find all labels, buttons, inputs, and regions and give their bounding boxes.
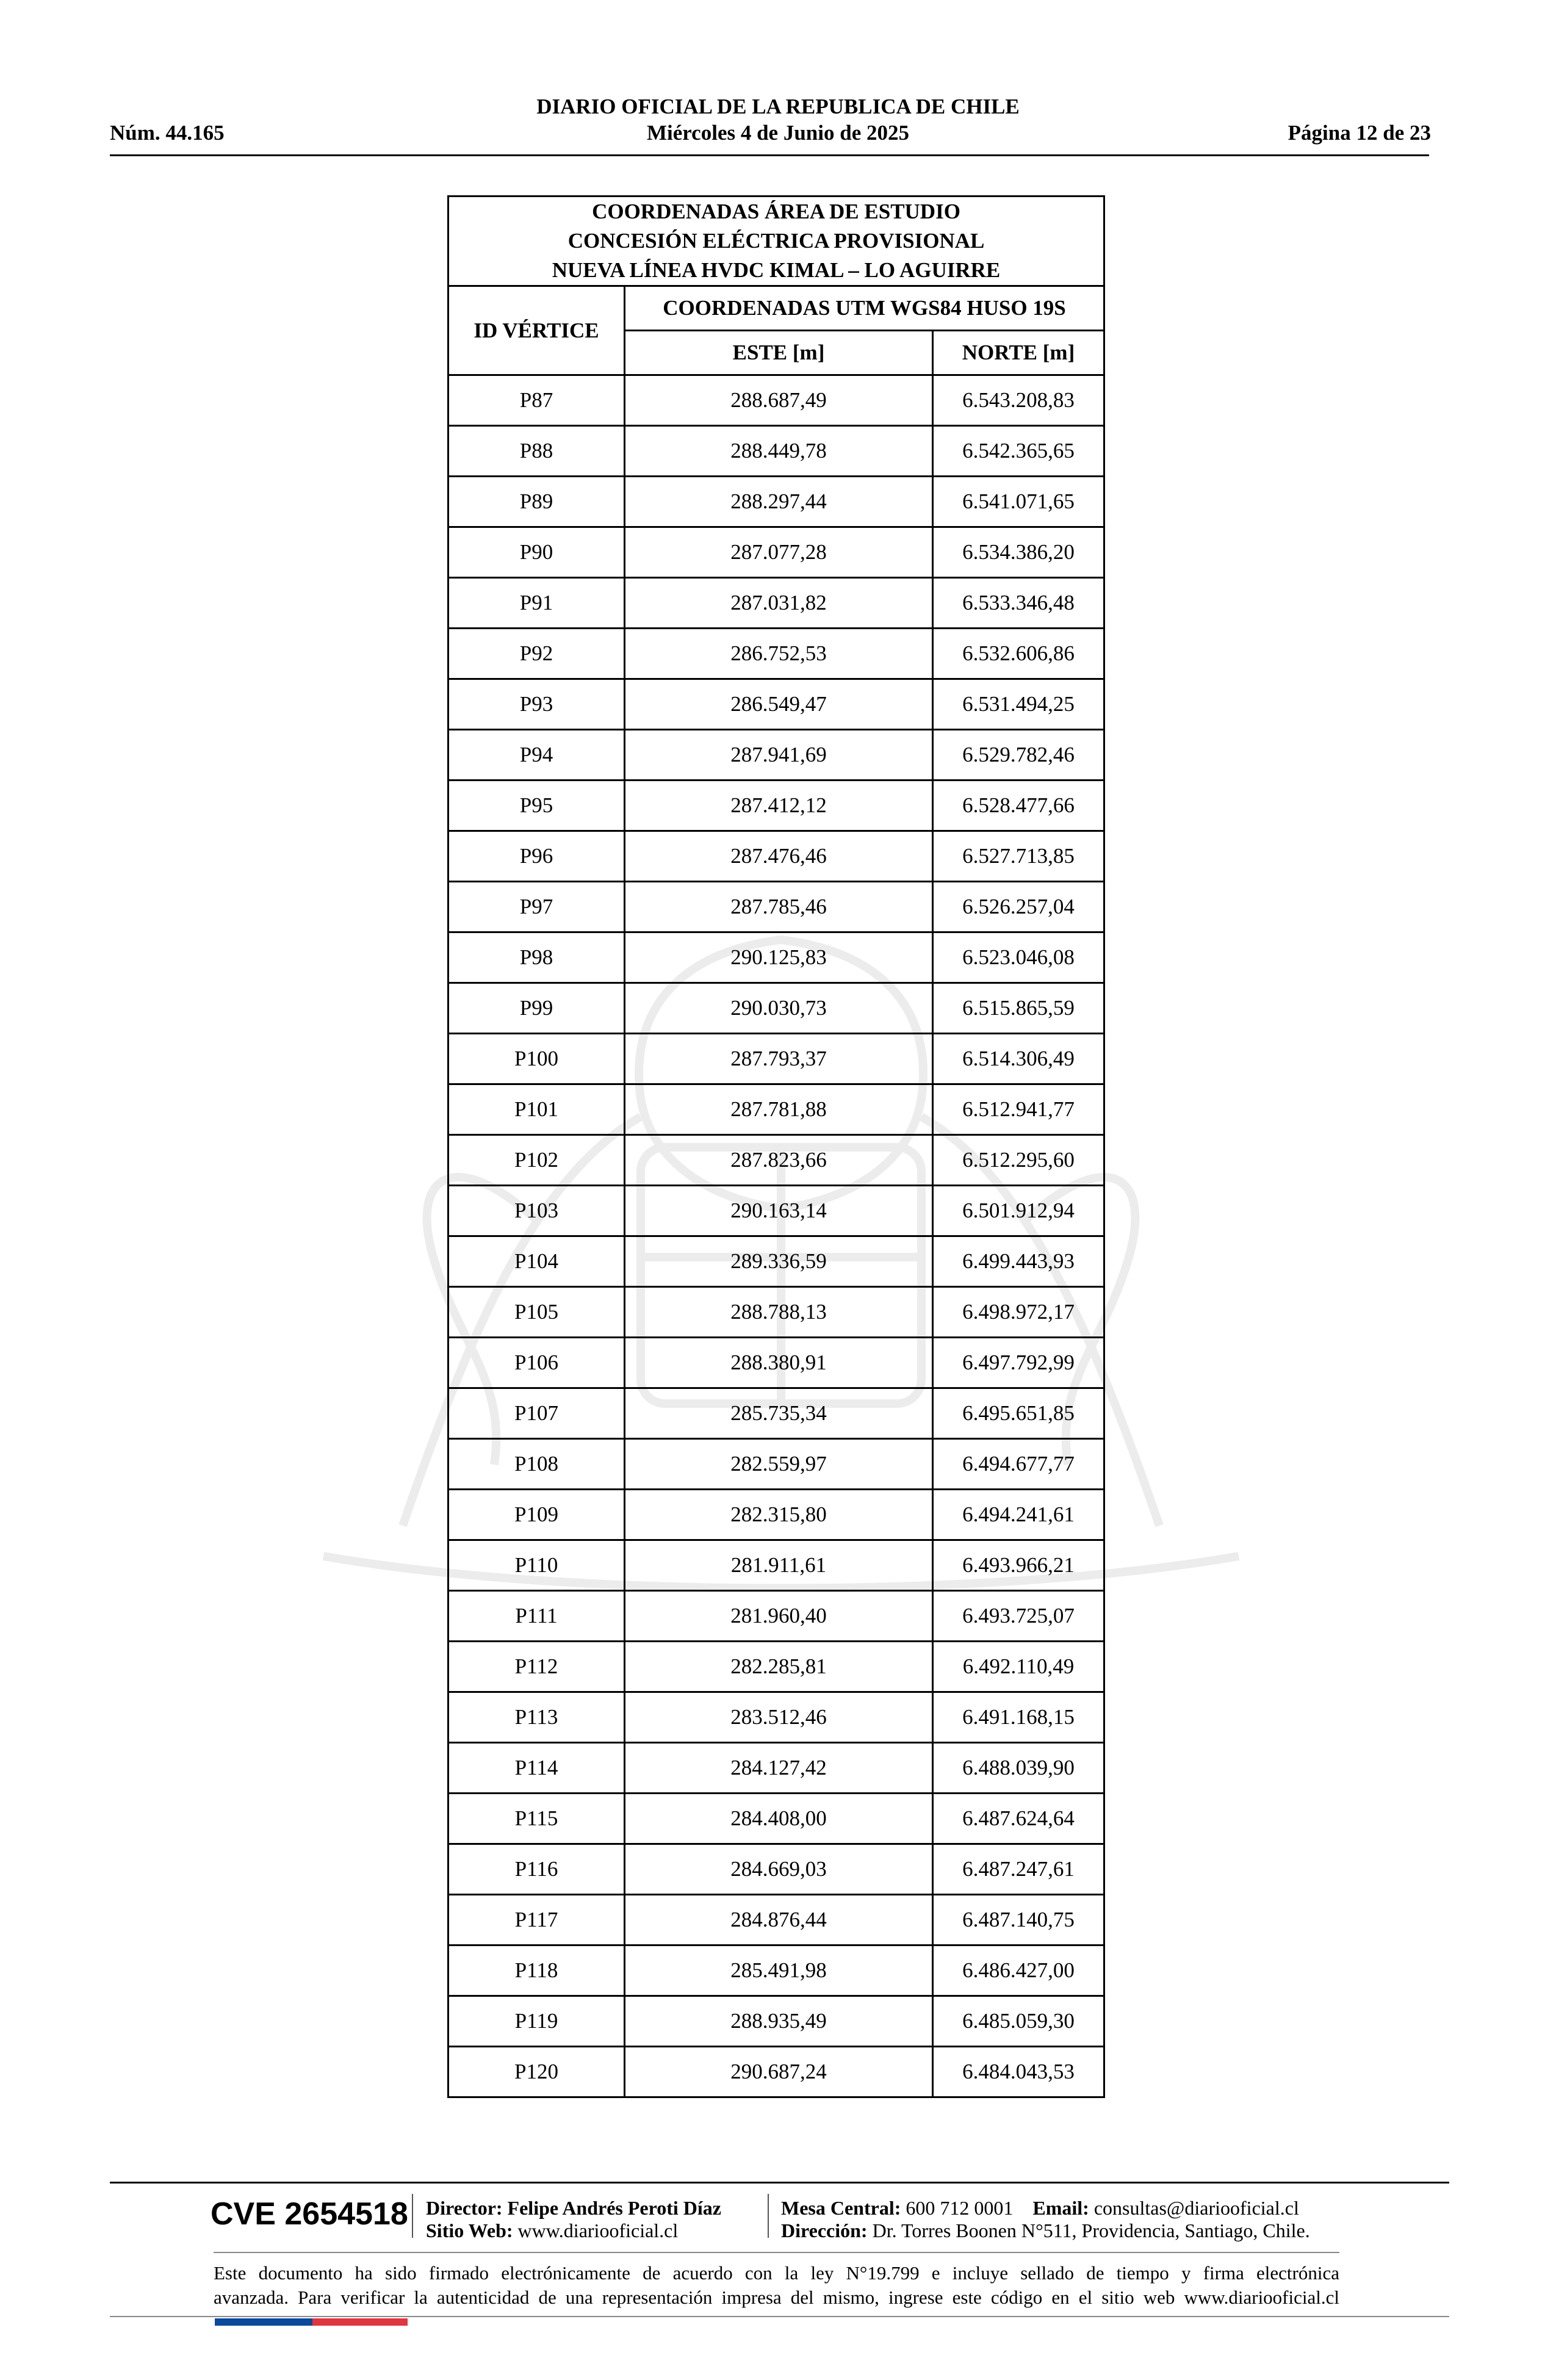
director-line xyxy=(426,2196,721,2220)
address-line xyxy=(781,2218,1310,2243)
column-header-id: ID VÉRTICE xyxy=(448,286,625,375)
vertex-id-cell: P109 xyxy=(448,1490,625,1540)
norte-cell: 6.486.427,00 xyxy=(933,1945,1104,1996)
contact-line xyxy=(781,2196,1299,2220)
este-cell: 282.559,97 xyxy=(625,1439,933,1490)
norte-cell: 6.485.059,30 xyxy=(933,1996,1104,2047)
table-row xyxy=(448,1945,1104,1996)
norte-cell: 6.529.782,46 xyxy=(933,730,1104,781)
este-cell: 288.687,49 xyxy=(625,375,933,426)
vertex-id-cell: P105 xyxy=(448,1287,625,1338)
address-label: Dirección: xyxy=(781,2220,868,2241)
norte-cell: 6.493.725,07 xyxy=(933,1591,1104,1642)
vertex-id-cell: P91 xyxy=(448,578,625,629)
cve-code: CVE 2654518 xyxy=(211,2196,408,2232)
este-cell: 287.077,28 xyxy=(625,527,933,578)
norte-cell: 6.493.966,21 xyxy=(933,1540,1104,1591)
vertex-id-cell: P100 xyxy=(448,1034,625,1084)
vertex-id-cell: P108 xyxy=(448,1439,625,1490)
vertex-id-cell: P88 xyxy=(448,426,625,477)
legal-notice-line: avanzada. Para verificar la autenticidad de una representación impresa del mismo, ingrese este código en el sitio web www.diariooficial.cl xyxy=(214,2287,1339,2308)
vertex-id-cell: P99 xyxy=(448,983,625,1034)
table-row xyxy=(448,1084,1104,1135)
norte-cell: 6.532.606,86 xyxy=(933,629,1104,679)
table-row xyxy=(448,375,1104,426)
vertex-id-cell: P115 xyxy=(448,1794,625,1844)
gazette-title: DIARIO OFICIAL DE LA REPUBLICA DE CHILE xyxy=(536,95,1020,118)
table-row xyxy=(448,426,1104,477)
vertex-id-cell: P114 xyxy=(448,1743,625,1794)
vertex-id-cell: P116 xyxy=(448,1844,625,1895)
table-row xyxy=(448,781,1104,831)
vertex-id-cell: P96 xyxy=(448,831,625,882)
este-cell: 287.785,46 xyxy=(625,882,933,932)
table-row xyxy=(448,1540,1104,1591)
norte-cell: 6.484.043,53 xyxy=(933,2047,1104,2097)
table-row xyxy=(448,1794,1104,1844)
norte-cell: 6.491.168,15 xyxy=(933,1692,1104,1743)
vertex-id-cell: P118 xyxy=(448,1945,625,1996)
vertex-id-cell: P95 xyxy=(448,781,625,831)
vertex-id-cell: P120 xyxy=(448,2047,625,2097)
norte-cell: 6.494.677,77 xyxy=(933,1439,1104,1490)
este-cell: 287.941,69 xyxy=(625,730,933,781)
este-cell: 284.127,42 xyxy=(625,1743,933,1794)
vertex-id-cell: P94 xyxy=(448,730,625,781)
este-cell: 283.512,46 xyxy=(625,1692,933,1743)
vertex-id-cell: P97 xyxy=(448,882,625,932)
vertex-id-cell: P98 xyxy=(448,932,625,983)
table-row xyxy=(448,831,1104,882)
este-cell: 284.669,03 xyxy=(625,1844,933,1895)
este-cell: 290.687,24 xyxy=(625,2047,933,2097)
table-title-line: COORDENADAS ÁREA DE ESTUDIO xyxy=(592,200,960,223)
norte-cell: 6.492.110,49 xyxy=(933,1642,1104,1692)
este-cell: 284.876,44 xyxy=(625,1895,933,1945)
este-cell: 287.031,82 xyxy=(625,578,933,629)
norte-cell: 6.542.365,65 xyxy=(933,426,1104,477)
flag-stripe-red xyxy=(312,2318,408,2326)
table-row xyxy=(448,1844,1104,1895)
table-row xyxy=(448,2047,1104,2097)
table-row xyxy=(448,1996,1104,2047)
table-title xyxy=(448,197,1104,286)
table-row xyxy=(448,1135,1104,1186)
table-row xyxy=(448,1642,1104,1692)
address-value: Dr. Torres Boonen N°511, Providencia, Santiago, Chile. xyxy=(872,2220,1310,2241)
table-row xyxy=(448,578,1104,629)
director-label: Director: xyxy=(426,2197,503,2219)
footer-separator xyxy=(768,2194,769,2238)
norte-cell: 6.515.865,59 xyxy=(933,983,1104,1034)
vertex-id-cell: P111 xyxy=(448,1591,625,1642)
email-link[interactable]: consultas@diariooficial.cl xyxy=(1093,2197,1299,2219)
table-title-line: NUEVA LÍNEA HVDC KIMAL – LO AGUIRRE xyxy=(552,258,1001,282)
este-cell: 289.336,59 xyxy=(625,1236,933,1287)
flag-stripe-blue xyxy=(215,2318,312,2326)
norte-cell: 6.541.071,65 xyxy=(933,477,1104,527)
norte-cell: 6.523.046,08 xyxy=(933,932,1104,983)
este-cell: 287.793,37 xyxy=(625,1034,933,1084)
coordinates-table xyxy=(447,195,1105,2098)
norte-cell: 6.526.257,04 xyxy=(933,882,1104,932)
phone-label: Mesa Central: xyxy=(781,2197,901,2219)
vertex-id-cell: P92 xyxy=(448,629,625,679)
legal-notice xyxy=(214,2261,1339,2310)
este-cell: 290.030,73 xyxy=(625,983,933,1034)
este-cell: 290.163,14 xyxy=(625,1186,933,1236)
vertex-id-cell: P110 xyxy=(448,1540,625,1591)
page-indicator: Página 12 de 23 xyxy=(1288,121,1431,145)
table-row xyxy=(448,1236,1104,1287)
website-link[interactable]: www.diariooficial.cl xyxy=(517,2220,679,2241)
column-group-header: COORDENADAS UTM WGS84 HUSO 19S xyxy=(625,286,1104,331)
vertex-id-cell: P89 xyxy=(448,477,625,527)
este-cell: 288.788,13 xyxy=(625,1287,933,1338)
este-cell: 285.735,34 xyxy=(625,1388,933,1439)
table-row xyxy=(448,1692,1104,1743)
este-cell: 288.935,49 xyxy=(625,1996,933,2047)
vertex-id-cell: P102 xyxy=(448,1135,625,1186)
este-cell: 288.297,44 xyxy=(625,477,933,527)
phone-value: 600 712 0001 xyxy=(906,2197,1014,2219)
este-cell: 287.476,46 xyxy=(625,831,933,882)
vertex-id-cell: P101 xyxy=(448,1084,625,1135)
norte-cell: 6.487.624,64 xyxy=(933,1794,1104,1844)
table-row xyxy=(448,1034,1104,1084)
vertex-id-cell: P90 xyxy=(448,527,625,578)
vertex-id-cell: P112 xyxy=(448,1642,625,1692)
norte-cell: 6.512.941,77 xyxy=(933,1084,1104,1135)
norte-cell: 6.528.477,66 xyxy=(933,781,1104,831)
table-row xyxy=(448,1743,1104,1794)
table-row xyxy=(448,1338,1104,1388)
norte-cell: 6.543.208,83 xyxy=(933,375,1104,426)
footer-divider xyxy=(214,2252,1339,2253)
norte-cell: 6.501.912,94 xyxy=(933,1186,1104,1236)
issue-number: Núm. 44.165 xyxy=(110,121,225,145)
norte-cell: 6.531.494,25 xyxy=(933,679,1104,730)
table-title-line: CONCESIÓN ELÉCTRICA PROVISIONAL xyxy=(567,229,985,253)
email-label: Email: xyxy=(1032,2197,1089,2219)
footer-divider xyxy=(110,2316,1449,2317)
table-row xyxy=(448,1490,1104,1540)
issue-date: Miércoles 4 de Junio de 2025 xyxy=(646,121,909,145)
este-cell: 285.491,98 xyxy=(625,1945,933,1996)
este-cell: 282.315,80 xyxy=(625,1490,933,1540)
header-divider xyxy=(110,154,1429,156)
vertex-id-cell: P119 xyxy=(448,1996,625,2047)
vertex-id-cell: P106 xyxy=(448,1338,625,1388)
table-row xyxy=(448,1186,1104,1236)
table-body xyxy=(448,375,1104,2097)
vertex-id-cell: P87 xyxy=(448,375,625,426)
este-cell: 281.911,61 xyxy=(625,1540,933,1591)
table-row xyxy=(448,1287,1104,1338)
norte-cell: 6.533.346,48 xyxy=(933,578,1104,629)
norte-cell: 6.495.651,85 xyxy=(933,1388,1104,1439)
table-row xyxy=(448,730,1104,781)
legal-notice-line: Este documento ha sido firmado electrónicamente de acuerdo con la ley N°19.799 e incluye sellado de tiempo y firma electrónica xyxy=(214,2262,1339,2284)
table-row xyxy=(448,679,1104,730)
norte-cell: 6.499.443,93 xyxy=(933,1236,1104,1287)
footer-divider xyxy=(110,2182,1449,2183)
vertex-id-cell: P103 xyxy=(448,1186,625,1236)
vertex-id-cell: P117 xyxy=(448,1895,625,1945)
table-row xyxy=(448,477,1104,527)
table-row xyxy=(448,1439,1104,1490)
footer-separator xyxy=(412,2194,413,2238)
este-cell: 286.752,53 xyxy=(625,629,933,679)
norte-cell: 6.497.792,99 xyxy=(933,1338,1104,1388)
table-row xyxy=(448,983,1104,1034)
este-cell: 287.823,66 xyxy=(625,1135,933,1186)
vertex-id-cell: P93 xyxy=(448,679,625,730)
column-header-norte: NORTE [m] xyxy=(933,331,1104,375)
table-row xyxy=(448,1895,1104,1945)
este-cell: 282.285,81 xyxy=(625,1642,933,1692)
este-cell: 286.549,47 xyxy=(625,679,933,730)
este-cell: 284.408,00 xyxy=(625,1794,933,1844)
norte-cell: 6.498.972,17 xyxy=(933,1287,1104,1338)
este-cell: 288.449,78 xyxy=(625,426,933,477)
vertex-id-cell: P107 xyxy=(448,1388,625,1439)
este-cell: 290.125,83 xyxy=(625,932,933,983)
website-label: Sitio Web: xyxy=(426,2220,513,2241)
website-line xyxy=(426,2218,678,2243)
table-row xyxy=(448,932,1104,983)
table-row xyxy=(448,882,1104,932)
este-cell: 288.380,91 xyxy=(625,1338,933,1388)
norte-cell: 6.487.247,61 xyxy=(933,1844,1104,1895)
table-row xyxy=(448,1388,1104,1439)
column-header-este: ESTE [m] xyxy=(625,331,933,375)
este-cell: 287.781,88 xyxy=(625,1084,933,1135)
norte-cell: 6.534.386,20 xyxy=(933,527,1104,578)
norte-cell: 6.527.713,85 xyxy=(933,831,1104,882)
table-row xyxy=(448,527,1104,578)
este-cell: 281.960,40 xyxy=(625,1591,933,1642)
norte-cell: 6.488.039,90 xyxy=(933,1743,1104,1794)
table-row xyxy=(448,1591,1104,1642)
vertex-id-cell: P104 xyxy=(448,1236,625,1287)
vertex-id-cell: P113 xyxy=(448,1692,625,1743)
norte-cell: 6.512.295,60 xyxy=(933,1135,1104,1186)
norte-cell: 6.514.306,49 xyxy=(933,1034,1104,1084)
director-name: Felipe Andrés Peroti Díaz xyxy=(507,2197,721,2219)
norte-cell: 6.487.140,75 xyxy=(933,1895,1104,1945)
table-row xyxy=(448,629,1104,679)
este-cell: 287.412,12 xyxy=(625,781,933,831)
norte-cell: 6.494.241,61 xyxy=(933,1490,1104,1540)
